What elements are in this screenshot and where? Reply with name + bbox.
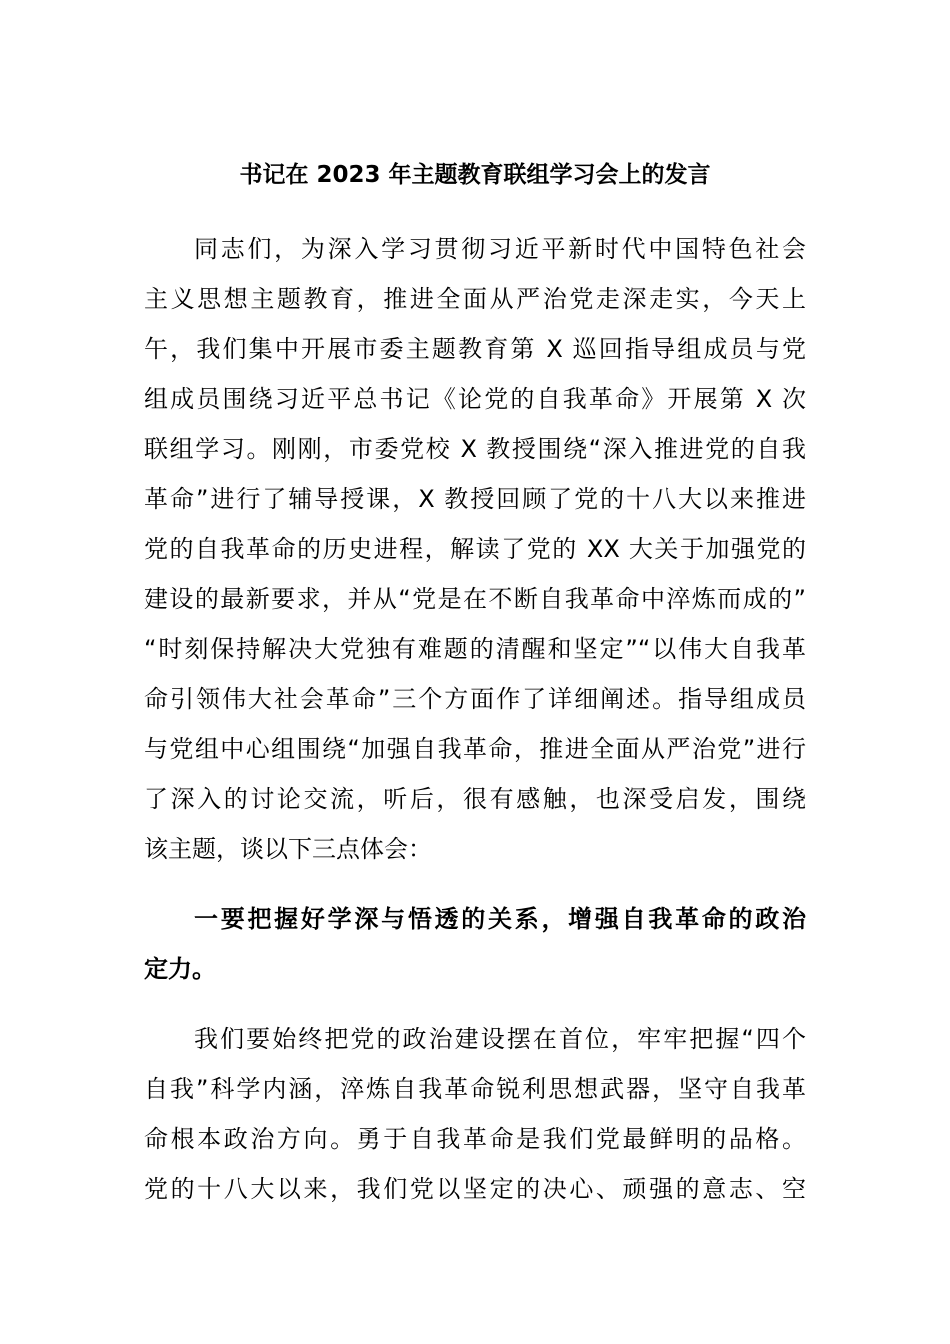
paragraph-line: 自我”科学内涵，淬炼自我革命锐利思想武器，坚守自我革 bbox=[144, 1075, 806, 1103]
paragraph-line: 党的自我革命的历史进程，解读了党的 XX 大关于加强党的 bbox=[144, 535, 806, 563]
paragraph-line: 同志们，为深入学习贯彻习近平新时代中国特色社会 bbox=[194, 235, 806, 263]
paragraph-line: 革命”进行了辅导授课，X 教授回顾了党的十八大以来推进 bbox=[144, 485, 806, 513]
paragraph-line: 主义思想主题教育，推进全面从严治党走深走实，今天上 bbox=[144, 285, 806, 313]
paragraph-line: 了深入的讨论交流，听后，很有感触，也深受启发，围绕 bbox=[144, 785, 806, 813]
paragraph-line: 党的十八大以来，我们党以坚定的决心、顽强的意志、空 bbox=[144, 1175, 806, 1203]
paragraph-line: 我们要始终把党的政治建设摆在首位，牢牢把握“四个 bbox=[194, 1025, 806, 1053]
intro-paragraph bbox=[144, 224, 806, 874]
paragraph-line: 建设的最新要求，并从“党是在不断自我革命中淬炼而成的” bbox=[144, 585, 806, 613]
paragraph-line: 命根本政治方向。勇于自我革命是我们党最鲜明的品格。 bbox=[144, 1125, 806, 1153]
paragraph-line: 命引领伟大社会革命”三个方面作了详细阐述。指导组成员 bbox=[144, 685, 806, 713]
paragraph-line: 该主题，谈以下三点体会： bbox=[144, 835, 432, 863]
heading-line: 一要把握好学深与悟透的关系，增强自我革命的政治 bbox=[194, 905, 806, 933]
paragraph-line: 联组学习。刚刚，市委党校 X 教授围绕“深入推进党的自我 bbox=[144, 435, 806, 463]
document-title: 书记在 2023 年主题教育联组学习会上的发言 bbox=[239, 162, 711, 188]
heading-line: 定力。 bbox=[144, 955, 216, 983]
paragraph-line: 组成员围绕习近平总书记《论党的自我革命》开展第 X 次 bbox=[144, 385, 806, 413]
paragraph-line: 与党组中心组围绕“加强自我革命，推进全面从严治党”进行 bbox=[144, 735, 806, 763]
paragraph-line: 午，我们集中开展市委主题教育第 X 巡回指导组成员与党 bbox=[144, 335, 806, 363]
section-1-paragraph bbox=[144, 1014, 806, 1214]
section-heading-1 bbox=[144, 894, 806, 994]
paragraph-line: “时刻保持解决大党独有难题的清醒和坚定”“以伟大自我革 bbox=[144, 635, 806, 663]
